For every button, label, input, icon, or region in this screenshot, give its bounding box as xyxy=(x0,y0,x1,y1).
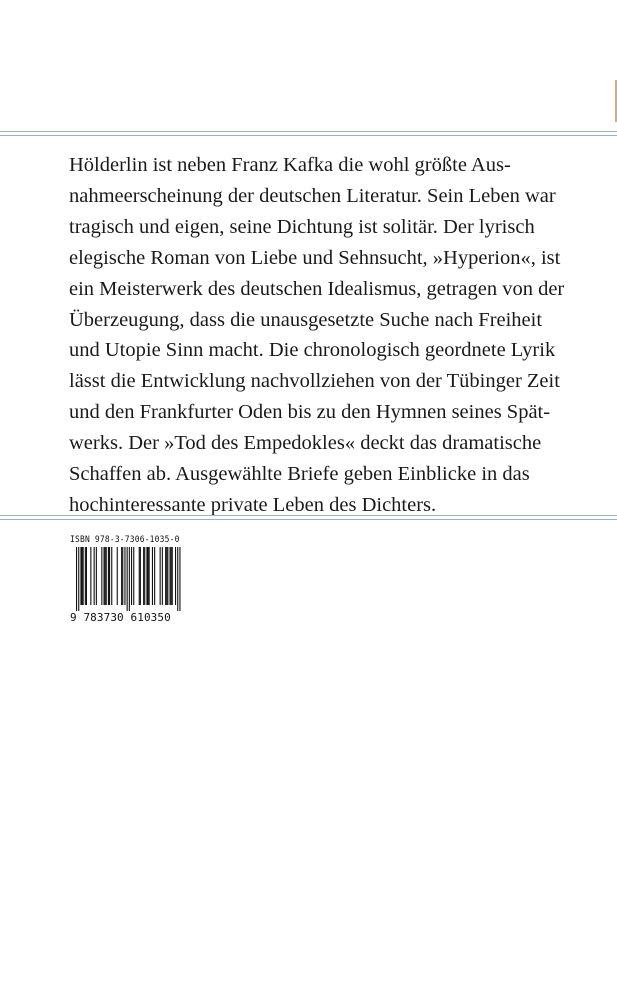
barcode-bar xyxy=(108,547,109,605)
blurb-line: ein Meisterwerk des deutschen Idealismus, getragen von der xyxy=(69,277,565,300)
barcode-bar xyxy=(162,547,163,605)
barcode-bar xyxy=(165,547,166,605)
barcode-bar xyxy=(78,547,79,611)
barcode-bar xyxy=(149,547,150,605)
barcode-bar xyxy=(82,547,83,605)
barcode-bar xyxy=(172,547,173,605)
barcode-bar xyxy=(160,547,161,605)
isbn-label: ISBN 978-3-7306-1035-0 xyxy=(70,534,180,544)
barcode-bar xyxy=(166,547,167,605)
barcode-bar xyxy=(76,547,77,611)
blurb-line: und Utopie Sinn macht. Die chronologisch geordnete Lyrik xyxy=(69,339,556,362)
barcode-bar xyxy=(146,547,147,605)
barcode-bar xyxy=(167,547,168,605)
barcode-bar xyxy=(140,547,141,605)
barcode-bar xyxy=(175,547,176,605)
barcode-bar xyxy=(106,547,107,605)
barcode-bar xyxy=(83,547,84,605)
bottom-divider xyxy=(0,515,617,520)
top-divider xyxy=(0,131,617,136)
blurb-line: tragisch und eigen, seine Dichtung ist solitär. Der lyrisch xyxy=(69,215,535,238)
barcode-bar xyxy=(86,547,87,605)
book-blurb xyxy=(69,150,589,521)
barcode-bar xyxy=(124,547,125,605)
barcode-bar xyxy=(131,547,132,605)
barcode-bar xyxy=(129,547,130,611)
barcode-bar xyxy=(177,547,178,611)
barcode-bar xyxy=(105,547,106,605)
barcode-bar xyxy=(179,547,180,611)
barcode-bar xyxy=(170,547,171,605)
barcode-bar xyxy=(148,547,149,605)
barcode-bar xyxy=(122,547,123,605)
barcode-bar xyxy=(154,547,155,605)
barcode-bar xyxy=(111,547,112,605)
barcode-digits: 9 783730 610350 xyxy=(70,611,171,624)
barcode-bar xyxy=(171,547,172,605)
barcode-bar xyxy=(104,547,105,605)
barcode-bars xyxy=(70,547,188,613)
barcode-bar xyxy=(80,547,81,605)
blurb-line: lässt die Entwicklung nachvollziehen von der Tübinger Zeit xyxy=(69,370,560,393)
barcode-bar xyxy=(101,547,102,605)
barcode-bar xyxy=(127,547,128,611)
barcode-bar xyxy=(121,547,122,605)
barcode-bar xyxy=(144,547,145,605)
blurb-line: Schaffen ab. Ausgewählte Briefe geben Einblicke in das xyxy=(69,463,530,486)
barcode-bar xyxy=(139,547,140,605)
blurb-line: werks. Der »Tod des Empedokles« deckt das dramatische xyxy=(69,432,542,455)
blurb-line: Überzeugung, dass die unausgesetzte Suche nach Freiheit xyxy=(69,308,543,331)
barcode-bar xyxy=(90,547,91,605)
isbn-barcode xyxy=(70,534,200,624)
blurb-line: und den Frankfurter Oden bis zu den Hymnen seines Spät- xyxy=(69,401,551,424)
barcode-bar xyxy=(133,547,134,605)
barcode-bar xyxy=(85,547,86,605)
blurb-line: hochinteressante private Leben des Dichters. xyxy=(69,493,437,516)
blurb-line: elegische Roman von Liebe und Sehnsucht, »Hyperion«, ist xyxy=(69,246,561,269)
barcode-bar xyxy=(109,547,110,605)
barcode-bar xyxy=(96,547,97,605)
barcode-bar xyxy=(143,547,144,605)
blurb-line: Hölderlin ist neben Franz Kafka die wohl größte Aus- xyxy=(69,154,511,176)
barcode-bar xyxy=(152,547,153,605)
barcode-bar xyxy=(94,547,95,605)
blurb-line: nahmeerscheinung der deutschen Literatur. Sein Leben war xyxy=(69,184,556,207)
barcode-bar xyxy=(117,547,118,605)
